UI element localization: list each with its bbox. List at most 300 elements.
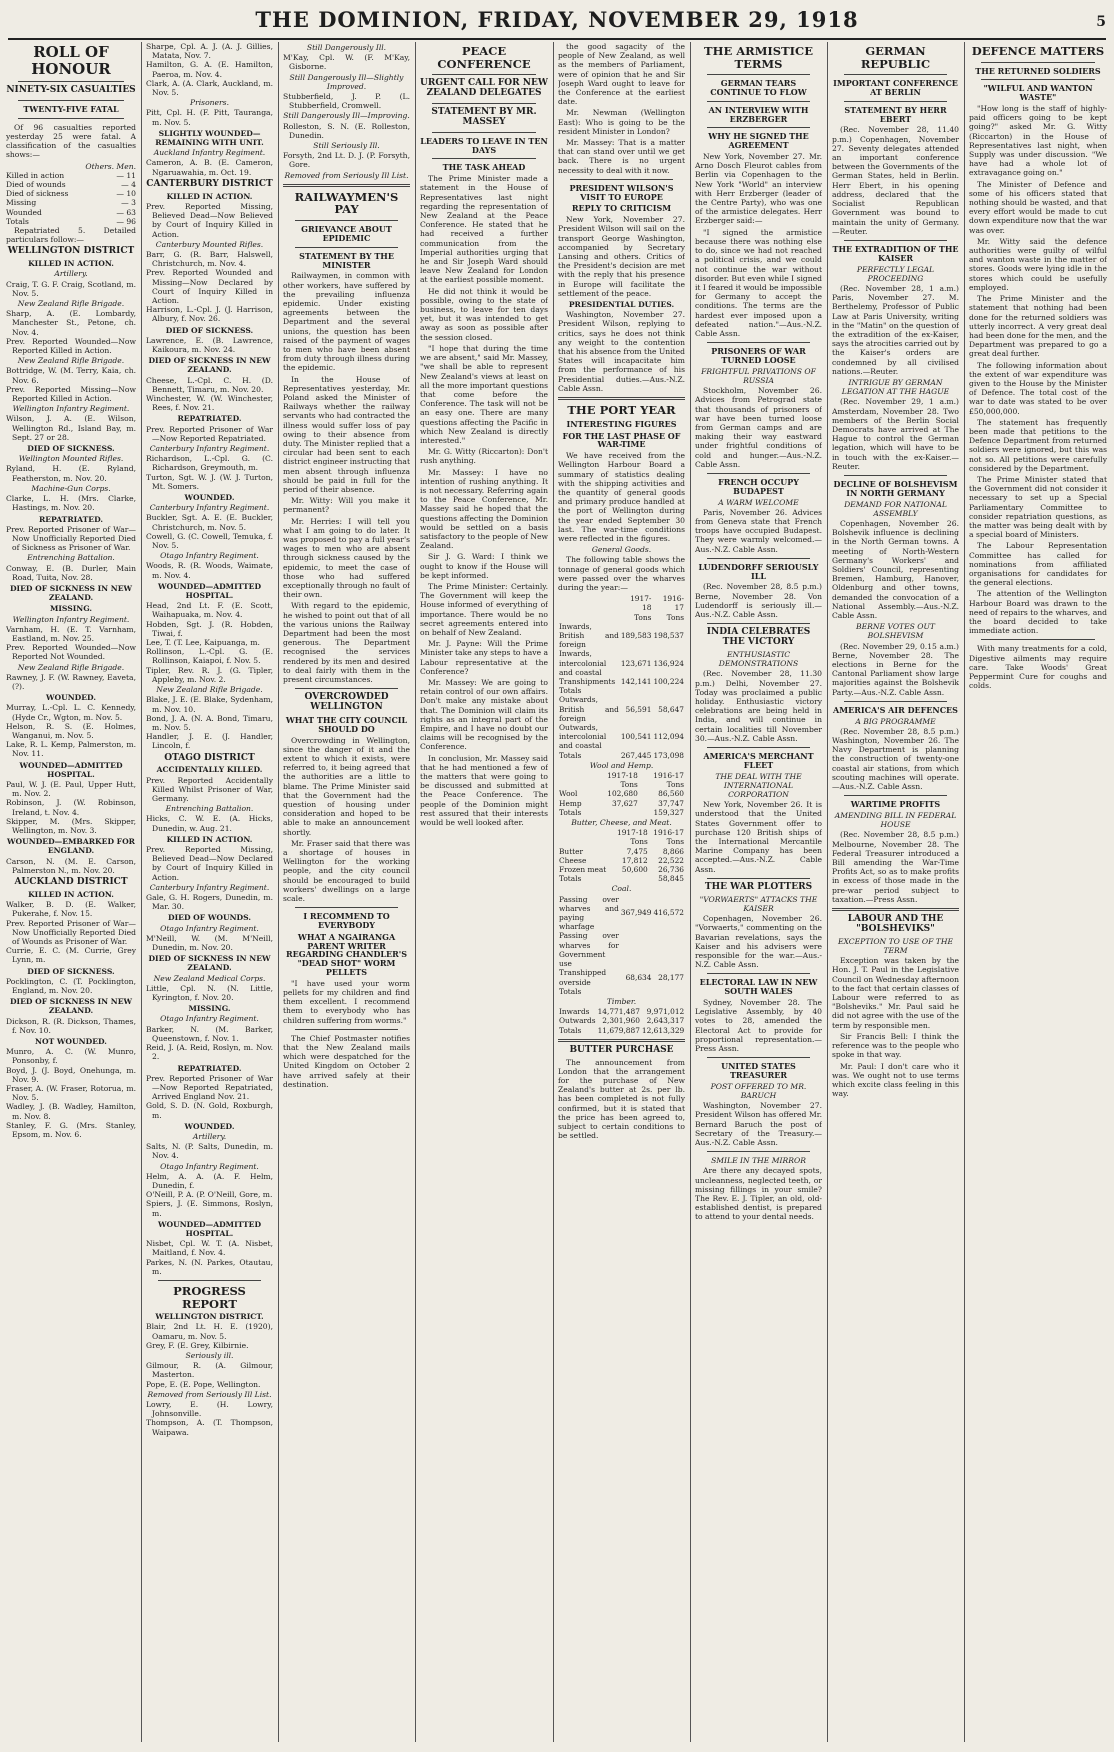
paragraph: The announcement from London that the arrangement for the purchase of New Zealand's butter at 2s. per lb. has been completed is not fully confirmed, but it is stated that the price has been agreed to, subject to certain conditions to be settled.	[558, 1057, 685, 1141]
casualty-entry: Gold, S. D. (N. Gold, Roxburgh, m.	[146, 1101, 273, 1120]
unit-heading: Still Seriously Ill.	[313, 141, 380, 151]
unit-heading: Otago Infantry Regiment.	[160, 551, 259, 561]
table-heading: Wool and Hemp.	[589, 760, 654, 770]
paragraph: Copenhagen, November 26. Bolshevik influence is declining in the North German towns. A meeting of North-Western Germany's Workers' and Soldiers' Council, representing Bremen, Hamburg, Hanover, Oldenburg and other towns, demanded the convocation of a National Assembly.—Aus.-N.Z. Cable Assn.	[832, 518, 959, 620]
paragraph: (Rec. November 28, 11.30 p.m.) Delhi, November 27. Today was proclaimed a public holiday. Enthusiastic victory celebrations are being held in India, and will continue in certain localities till November 30.—Aus.-N.Z. Cable Assn.	[695, 669, 822, 743]
casualty-entry: Hicks, C. W. E. (A. Hicks, Dunedin, w. Aug. 21.	[146, 814, 273, 833]
casualty-summary	[6, 171, 136, 226]
subheadline: A BIG PROGRAMME	[855, 716, 936, 726]
casualty-entry: Fraser, A. (W. Fraser, Rotorua, m. Nov. 5.	[6, 1083, 136, 1103]
casualty-entry: Woods, R. (R. Woods, Waimate, m. Nov. 4.	[146, 561, 273, 580]
paragraph: With regard to the epidemic, he wished to point out that of all the various unions the Railway Department had been the most generous. The Department recognised the services rendered by its men and desired to deal fairly with them in the present circumstances.	[283, 601, 410, 685]
casualty-entry: Paul, W. J. (E. Paul, Upper Hutt, m. Nov. 2.	[6, 779, 136, 799]
column-rule	[964, 42, 965, 1742]
casualty-entry: Skipper, M. (Mrs. Skipper, Wellington, m. Nov. 3.	[6, 816, 136, 835]
headline: UNITED STATES TREASURER	[721, 1061, 796, 1080]
casualty-entry: O'Neill, P. A. (P. O'Neill, Gore, m.	[146, 1190, 273, 1200]
section-heading: REPATRIATED.	[38, 514, 104, 524]
advert-headline: SMILE IN THE MIRROR	[711, 1156, 806, 1166]
section-heading: DIED OF WOUNDS.	[168, 913, 251, 923]
paragraph: The statement has frequently been made that petitions to the Defence Department from returned soldiers were ignored, but this was not so. All petitions were carefully considered by the Department.	[969, 417, 1107, 473]
subheadline: STATEMENT BY HERR EBERT	[844, 104, 947, 124]
table-row: Outwards, British and foreign 56,591 58,647	[559, 695, 684, 723]
table-row: Totals	[559, 686, 582, 696]
casualty-entry: Prev. Reported Missing, Believed Dead—Now Believed by Court of Inquiry Killed in Action.	[146, 201, 273, 239]
divider	[844, 101, 947, 102]
unit-heading: Seriously ill.	[185, 1351, 234, 1361]
headline: PRISONERS OF WAR TURNED LOOSE	[711, 346, 806, 365]
column-4-peace-conference	[420, 42, 548, 1742]
column-5-port-year	[558, 42, 685, 1742]
paragraph: Paris, November 26. Advices from Geneva state that French troops have occupied Budapest. They were warmly welcomed.—Aus.-N.Z. Cable Assn.	[695, 507, 822, 554]
subheadline: IMPORTANT CONFERENCE AT BERLIN	[833, 78, 958, 98]
table-heading: Timber.	[606, 996, 637, 1006]
casualty-entry: Nisbet, Cpl. W. T. (A. Nisbet, Maitland, f. Nov. 4.	[146, 1239, 273, 1258]
paragraph: The Labour Representation Committee has called for nominations from affiliated organisations for candidates for the general elections.	[969, 541, 1107, 588]
casualty-entry: Salts, N. (P. Salts, Dunedin, m. Nov. 4.	[146, 1142, 273, 1161]
casualty-entry: Conway, E. (B. Durler, Main Road, Tuita, Nov. 28.	[6, 563, 136, 582]
casualty-entry: Buckler, Sgt. A. E. (E. Buckler, Christchurch, m. Nov. 5.	[146, 513, 273, 532]
subheadline: THE TASK AHEAD	[442, 162, 526, 173]
divider	[18, 118, 124, 119]
divider	[432, 132, 536, 133]
section-heading: KILLED IN ACTION.	[166, 191, 253, 201]
section-heading: WOUNDED—ADMITTED HOSPITAL.	[157, 1219, 262, 1238]
headline: DEFENCE MATTERS	[971, 44, 1105, 58]
casualty-entry: Clarke, L. H. (Mrs. Clarke, Hastings, m. Nov. 20.	[6, 494, 136, 513]
divider	[295, 247, 398, 248]
subheadline: FRIGHTFUL PRIVATIONS OF RUSSIA	[701, 366, 816, 385]
divider	[295, 907, 398, 908]
table-row: Hemp 37,627 37,747	[559, 798, 684, 808]
paragraph: Overcrowding in Wellington, since the danger of it and the extent to which it exists, were referred to, it being agreed that the authorities are a little to blame. The Prime Minister said that the Government had the question of housing under consideration and hoped to be able to make an announcement shortly.	[283, 735, 410, 837]
casualty-entry: Pitt, Cpl. H. (F. Pitt, Tauranga, m. Nov. 5.	[146, 108, 273, 127]
divider	[570, 179, 673, 180]
divider	[432, 158, 536, 159]
headline: BUTTER PURCHASE	[569, 1044, 674, 1055]
section-heading: WOUNDED.	[45, 693, 97, 703]
unit-heading: Canterbury Mounted Rifles.	[155, 239, 264, 249]
column-rule	[278, 42, 279, 1742]
casualty-entry: Tipler, Rev. R. J. (G. Tipler, Appleby, m. Nov. 2.	[146, 665, 273, 684]
casualty-entry: Spiers, J. (E. Simmons, Roslyn, m.	[146, 1199, 273, 1218]
paragraph: In the House of Representatives yesterday, Mr. Poland asked the Minister of Railways whether the railway servants who had contracted the illness would suffer loss of pay owing to their absence from duty. The Minister replied that a circular had been sent to each district engineer instructing that men absent through influenza should be paid in full for the period of their absence.	[283, 374, 410, 494]
casualty-entry: Barr, G. (R. Barr, Halswell, Christchurch, m. Nov. 4.	[146, 249, 273, 269]
casualty-entry: Hobden, Sgt. J. (R. Hobden, Tiwai, f.	[146, 619, 273, 638]
divider	[707, 558, 810, 559]
column-3-railwaymens-pay	[283, 42, 410, 1742]
column-rule	[553, 42, 554, 1742]
section-heading: DIED OF SICKNESS IN NEW ZEALAND.	[148, 356, 271, 375]
column-8-defence-matters	[969, 42, 1107, 1742]
coal-table	[558, 895, 685, 996]
subheadline: "VORWAERTS" ATTACKS THE KAISER	[699, 894, 818, 913]
divider	[981, 79, 1095, 80]
casualty-entry: Ryland, H. (E. Ryland, Featherston, m. Nov. 20.	[6, 464, 136, 483]
section-heading: SLIGHTLY WOUNDED—REMAINING WITH UNIT.	[155, 128, 264, 148]
advert-subheadline: WHAT A NGAIRANGA PARENT WRITER REGARDING CHANDLER'S "DEAD SHOT" WORM PELLETS	[285, 931, 408, 978]
section-heading: WELLINGTON DISTRICT.	[155, 1312, 264, 1322]
divider	[707, 473, 810, 474]
paragraph: Mr. Massey: I have no intention of rushing anything. It is not necessary. Referring again to the Peace Conference, Mr. Massey said he hoped that the questions affecting the Dominion would be settled on a basis satisfactory to the people of New Zealand.	[420, 467, 548, 551]
casualty-entry: Pocklington, C. (T. Pocklington, England, m. Nov. 20.	[6, 976, 136, 995]
unit-heading: Removed from Seriously Ill List.	[284, 170, 409, 180]
casualty-entry: Lee, T. (T. Lee, Kaipuanga, m.	[146, 638, 260, 648]
headline: GERMAN REPUBLIC	[860, 44, 931, 71]
advert-text: "I have used your worm pellets for my children and find them excellent. I recommend them to everybody who has children suffering from worms."	[283, 978, 410, 1025]
summary-row: Died of sickness — 10	[6, 189, 136, 199]
paragraph: New York, November 27. President Wilson will sail on the transport George Washington, accompanied by Secretary Lansing and others. Critics of the President's decision are met with the reply that his presence in Europe will facilitate the settlement of the peace.	[558, 215, 685, 298]
casualty-entry: Thompson, A. (T. Thompson, Waipawa.	[146, 1418, 273, 1437]
table-unit-row: Tons Tons	[630, 837, 684, 847]
paragraph: Exception was taken by the Hon. J. T. Paul in the Legislative Council on Wednesday afternoon to the fact that certain classes of Labour were referred to as "Bolsheviks." Mr. Paul said he did not agree with the use of the term by responsible men.	[832, 956, 959, 1030]
table-row: Totals 58,845	[559, 874, 684, 884]
divider	[707, 74, 810, 75]
divider	[432, 74, 536, 75]
page-number: 5	[1096, 14, 1106, 30]
paragraph: "How long is the staff of highly-paid officers going to be kept going?" asked Mr. G. Witty (Riccarton) in the House of Representatives last night, when Supply was under discussion. "We have had a whole lot of extravagance going on."	[969, 104, 1107, 178]
divider	[707, 342, 810, 343]
column-rule	[141, 42, 142, 1742]
divider	[558, 397, 685, 400]
subheadline: DEMAND FOR NATIONAL ASSEMBLY	[844, 499, 947, 518]
subheadline: STATEMENT BY MR. MASSEY	[431, 107, 537, 127]
paragraph: Stockholm, November 26. Advices from Petrograd state that thousands of prisoners of war have been turned loose from German camps and are making their way eastward under frightful conditions of cold and hunger.—Aus.-N.Z. Cable Assn.	[695, 386, 822, 469]
general-goods-table	[558, 594, 685, 760]
paragraph: The Prime Minister: Certainly. The Government will keep the House informed of everything of importance. There would be no secret agreements entered into on behalf of New Zealand.	[420, 581, 548, 637]
casualty-entry: Prev. Reported Accidentally Killed Whilst Prisoner of War, Germany.	[146, 775, 273, 804]
masthead	[8, 4, 1106, 40]
subheadline: REPLY TO CRITICISM	[571, 203, 672, 214]
paragraph: Washington, November 27. President Wilson has offered Mr. Bernard Baruch the post of Secretary of the Treasury.—Aus.-N.Z. Cable Assn.	[695, 1101, 822, 1147]
section-heading: DIED OF SICKNESS.	[27, 966, 115, 976]
advert-headline: I RECOMMEND TO EVERYBODY	[303, 911, 390, 931]
casualty-entry: Prev. Reported Prisoner of War—Now Unofficially Reported Died of Sickness as Prisoner of War.	[6, 524, 136, 553]
unit-heading: Canterbury Infantry Regiment.	[149, 444, 270, 454]
paragraph: "I hope that during the time we are absent," said Mr. Massey, "we shall be able to represent New Zealand's views at least on all the more important questions that come before the Conference. The task will not be an easy one. There are many questions affecting the Pacific in which New Zealand is directly interested."	[420, 343, 548, 445]
newspaper-title: THE DOMINION, FRIDAY, NOVEMBER 29, 1918	[255, 7, 859, 32]
table-header-row: 1917-18 1916-17	[617, 828, 684, 838]
headline: PROGRESS REPORT	[173, 1283, 246, 1311]
section-heading: WOUNDED.	[184, 493, 235, 503]
paragraph: (Rec. November 29, 1 a.m.) Amsterdam, November 28. Two members of the Berlin Social Democrats have arrived at The Hague to control the German legation, which will have to be in touch with the ex-Kaiser.—Reuter.	[832, 397, 959, 471]
casualty-entry: Prev. Reported Wounded and Missing—Now Declared by Court of Inquiry Killed in Action.	[146, 268, 273, 305]
section-heading: ACCIDENTALLY KILLED.	[156, 765, 263, 775]
divider	[18, 100, 124, 101]
headline: INDIA CELEBRATES THE VICTORY	[706, 627, 811, 648]
table-row: Transhipped overside 68,634 28,177	[559, 968, 684, 987]
subheadline: PERFECTLY LEGAL PROCEEDING	[856, 264, 935, 283]
headline: FRENCH OCCUPY BUDAPEST	[718, 476, 799, 496]
paragraph: Mr. Herries: I will tell you what I am going to do later. It was proposed to pay a full year's wages to men who are absent through sickness caused by the epidemic, to meet the case of those who had suffered exceptionally through no fault of their own.	[283, 516, 410, 600]
table-row: Frozen meat 50,600 26,736	[559, 865, 684, 875]
unit-heading: Otago Infantry Regiment.	[160, 1014, 259, 1024]
column-rule	[415, 42, 416, 1742]
paragraph: Sir Francis Bell: I think the reference was to the people who spoke in that way.	[832, 1031, 959, 1060]
divider	[295, 220, 398, 221]
casualty-entry: Cheese, L.-Cpl. C. H. (D. Bennett, Timaru, m. Nov. 20.	[146, 375, 273, 394]
divider	[707, 127, 810, 128]
casualty-entry: Rolleston, S. N. (E. Rolleston, Dunedin.	[283, 121, 410, 140]
casualty-entry: Prev. Reported Missing, Believed Dead—Now Declared by Court of Inquiry Killed in Action.	[146, 845, 273, 882]
paragraph: The following information about the extent of war expenditure was given to the House by the Minister of Defence. The total cost of the war to date was stated to be over £50,000,000.	[969, 360, 1107, 416]
paragraph: New York, November 26. It is understood that the United States Government offer to purchase 120 British ships of the International Mercantile Marine Company has been accepted.—Aus.-N.Z. Cable Assn.	[695, 800, 822, 874]
casualty-entry: Lawrence, E. (B. Lawrence, Kaikoura, m. Nov. 24.	[146, 335, 273, 354]
wool-hemp-table	[558, 771, 685, 817]
casualty-entry: Grey, F. (E. Grey, Kilbirnie.	[146, 1340, 249, 1350]
district-heading: WELLINGTON DISTRICT	[7, 246, 135, 257]
subheadline: GERMAN TEARS CONTINUE TO FLOW	[710, 78, 807, 98]
casualty-entry: Rollinson, L.-Cpl. G. (E. Rollinson, Kaiapoi, f. Nov. 5.	[146, 647, 273, 666]
section-heading: WOUNDED—ADMITTED HOSPITAL.	[157, 581, 262, 601]
casualty-entry: Parkes, N. (N. Parkes, Otautau, m.	[146, 1257, 273, 1276]
unit-heading: Entrenching Battalion.	[165, 804, 254, 814]
column-2-casualty-lists	[146, 42, 273, 1742]
casualty-entry: Gale, G. H. Rogers, Dunedin, m. Mar. 30.	[146, 893, 273, 912]
divider	[707, 1151, 810, 1152]
subheadline: THE RETURNED SOLDIERS	[975, 65, 1101, 76]
table-row: Totals 159,327	[559, 807, 684, 817]
table-row: Passing over wharves for Government use	[559, 931, 619, 969]
casualty-entry: Head, 2nd Lt. F. (E. Scott, Waihapuaka, m. Nov. 4.	[146, 601, 273, 620]
unit-heading: New Zealand Rifle Brigade.	[17, 662, 125, 672]
paragraph: The Prime Minister and the statement that nothing had been done for the returned soldiers was utterly incorrect. A very great deal had been done for the men, and the Department was prepared to go a great deal further.	[969, 294, 1107, 359]
paragraph: The following table shows the tonnage of general goods which were passed over the wharves during the year:—	[558, 555, 685, 592]
summary-row: Died of wounds — 4	[6, 179, 136, 189]
unit-heading: Prisoners.	[190, 98, 229, 108]
paragraph: The Prime Minister made a statement in the House of Representatives last night regarding the representation of New Zealand at the Peace Conference. He stated that he had received a further communication from the Imperial authorities urging that he and Sir Joseph Ward should leave New Zealand for London at the earliest possible moment.	[420, 174, 548, 285]
casualty-entry: Blake, J. E. (E. Blake, Sydenham, m. Nov. 10.	[146, 695, 273, 714]
divider	[844, 74, 947, 75]
casualty-entry: M'Kay, Cpl. W. (F. M'Kay, Gisborne.	[283, 53, 410, 72]
headline: DECLINE OF BOLSHEVISM IN NORTH GERMANY	[833, 478, 958, 498]
casualty-entry: Handler, J. E. (J. Handler, Lincoln, f.	[146, 732, 273, 751]
paragraph: Mr. Witty said the defence authorities were guilty of wilful and wanton waste in the matter of stores. Goods were lying idle in the stores which could be usefully employed.	[969, 236, 1107, 292]
casualty-entry: Gilmour, R. (A. Gilmour, Masterton.	[146, 1361, 273, 1380]
casualty-entry: M'Neill, W. (M. M'Neill, Dunedin, m. Nov. 20.	[146, 933, 273, 953]
divider	[981, 62, 1095, 63]
divider	[283, 184, 410, 187]
casualty-entry: Wilson, J. A. (E. Wilson, Wellington Rd., Island Bay, m. Sept. 27 or 28.	[6, 414, 136, 442]
casualty-entry: Robinson, J. (W. Robinson, Ireland, t. Nov. 4.	[6, 798, 136, 817]
divider	[707, 623, 810, 624]
headline: THE PORT YEAR	[567, 403, 676, 418]
paragraph: Mr. J. Payne: Will the Prime Minister take any steps to have a Labour representative at the Conference?	[420, 639, 548, 676]
headline: RAILWAYMEN'S PAY	[294, 189, 399, 217]
table-row: Inwards, intercolonial and coastal 123,671 136,924	[559, 649, 684, 677]
casualty-entry: Clark, A. (A. Clark, Auckland, m. Nov. 5.	[146, 78, 273, 98]
paragraph: "I signed the armistice because there was nothing else to do, since we had not reached a political crisis, and we could not continue the war without disorder. But even while I signed it I feared it would be impossible for Germany to accept the conditions. The terms are the hardest ever imposed upon a defeated nation."—Aus.-N.Z. Cable Assn.	[695, 227, 822, 338]
section-heading: DIED OF SICKNESS.	[165, 325, 254, 335]
paragraph: Mr. Massey: That is a matter that can stand over until we get back. There is no urgent necessity to deal with it now.	[558, 138, 685, 175]
paragraph: Of 96 casualties reported yesterday 25 were fatal. A classification of the casualties shows:—	[6, 122, 136, 160]
unit-heading: Auckland Infantry Regiment.	[153, 148, 266, 158]
paragraph: Mr. Massey: We are going to retain control of our own affairs. Don't make any mistake about that. The Dominion will claim its rights as an integral part of the Empire, and I have no doubt our claims will be recognised by the Conference.	[420, 678, 548, 752]
casualty-entry: Helson, R. S. (E. Holmes, Wanganui, m. Nov. 5.	[6, 721, 136, 740]
paragraph: Sir J. G. Ward: I think we ought to know if the House will be kept informed.	[420, 552, 548, 580]
casualty-entry: Currie, E. C. (M. Currie, Grey Lynn, m.	[6, 946, 136, 965]
column-rule	[690, 42, 691, 1742]
paragraph: (Rec. November 28, 11.40 p.m.) Copenhagen, November 27. Seventy delegates attended an important conference between the Governments of the German States, held in Berlin. Herr Ebert, in his opening address, declared that the Socialist Republican Government was bound to maintain the unity of Germany.—Reuter.	[832, 125, 959, 236]
casualty-entry: Stanley, F. G. (Mrs. Stanley, Epsom, m. Nov. 6.	[6, 1120, 136, 1139]
unit-heading: Still Dangerously Ill—Slightly Improved.	[289, 72, 404, 91]
section-heading: DIED OF SICKNESS.	[27, 444, 115, 454]
table-header-row: 1917-18 1916-17	[630, 594, 684, 613]
section-heading: KILLED IN ACTION.	[28, 889, 114, 899]
summary-header: Others. Men.	[85, 161, 136, 171]
divider	[432, 103, 536, 104]
subheadline: STATEMENT BY THE MINISTER	[299, 250, 394, 270]
headline: ELECTORAL LAW IN NEW SOUTH WALES	[699, 977, 818, 997]
section-heading: MISSING.	[188, 1004, 231, 1014]
divider	[844, 475, 947, 476]
table-heading: Coal.	[611, 884, 632, 894]
paragraph: Mr. G. Witty (Riccarton): Don't rush anything.	[420, 447, 548, 466]
subheadline: FOR THE LAST PHASE OF WAR-TIME	[562, 430, 681, 450]
headline: PRESIDENT WILSON'S VISIT TO EUROPE	[569, 182, 674, 202]
paragraph: (Rec. November 28, 8.5 p.m.) Washington, November 26. The Navy Department is planning the construction of twenty-one coastal air stations, from which scouting machines will operate.—Aus.-N.Z. Cable Assn.	[832, 726, 959, 792]
paragraph: Mr. Newman (Wellington East): Who is going to be the resident Minister in London?	[558, 108, 685, 136]
subheadline: TWENTY-FIVE FATAL	[23, 103, 119, 114]
casualty-entry: Walker, B. D. (E. Walker, Pukerahe, f. Nov. 15.	[6, 900, 136, 919]
section-heading: REPATRIATED.	[177, 1063, 242, 1073]
table-row: Totals	[559, 986, 582, 996]
unit-heading: Canterbury Infantry Regiment.	[149, 503, 270, 513]
casualty-entry: Harrison, L.-Cpl. J. (J. Harrison, Albury, f. Nov. 26.	[146, 305, 273, 324]
column-rule	[827, 42, 828, 1742]
table-row: Inwards 14,771,487 9,971,012	[559, 1007, 685, 1017]
section-heading: WOUNDED—ADMITTED HOSPITAL.	[19, 760, 123, 779]
casualty-entry: Stubberfield, J. P. (L. Stubberfield, Cromwell.	[283, 92, 410, 111]
section-heading: WOUNDED—EMBARKED FOR ENGLAND.	[6, 837, 135, 856]
headline: THE ARMISTICE TERMS	[704, 44, 813, 71]
paragraph: Copenhagen, November 26. "Vorwaerts," commenting on the Bavarian revelations, says the Kaiser and his advisers were responsible for the war.—Aus.-N.Z. Cable Assn.	[695, 914, 822, 970]
unit-heading: Artillery.	[192, 1131, 227, 1141]
paragraph: Sydney, November 28. The Legislative Assembly, by 40 votes to 28, amended the Electoral Act to provide for proportional representation.—Press Assn.	[695, 997, 822, 1053]
table-unit-row: Tons Tons	[634, 612, 684, 622]
paragraph: Mr. Fraser said that there was a shortage of houses in Wellington for the working people, and the city council should be encouraged to build workers' dwellings on a large scale.	[283, 838, 410, 904]
column-7-german-republic	[832, 42, 959, 1742]
table-row: Transhipments 142,141 100,224	[559, 677, 684, 686]
table-row: Outwards, intercolonial and coastal 100,541 112,094	[559, 723, 684, 751]
casualty-entry: Dickson, R. (R. Dickson, Thames, f. Nov. 10.	[6, 1016, 136, 1035]
summary-row: Killed in action — 11	[6, 170, 136, 180]
paragraph: The Minister of Defence and some of his officers stated that nothing should be wasted, and that every effort would be made to cut down expenditure now that the war was over.	[969, 179, 1107, 235]
divider	[981, 639, 1095, 640]
paragraph: New York, November 27. Mr. Arno Dosch Fleurot cables from Berlin via Copenhagen to the New York "World" an interview with Herr Erzberger (leader of the Centre Party), who was one of the armistice delegates. Herr Erzberger said:—	[695, 152, 822, 226]
divider	[844, 701, 947, 702]
headline: OVERCROWDED WELLINGTON	[304, 692, 389, 713]
casualty-entry: Lowry, E. (H. Lowry, Johnsonville.	[146, 1400, 273, 1419]
casualty-entry: Prev. Reported Wounded—Now Reported Not Wounded.	[6, 643, 136, 662]
divider	[707, 973, 810, 974]
casualty-entry: Pope, E. (E. Pope, Wellington.	[146, 1379, 261, 1389]
unit-heading: New Zealand Rifle Brigade.	[156, 685, 263, 695]
casualty-entry: Lake, R. L. Kemp, Palmerston, m. Nov. 11.	[6, 740, 136, 759]
table-row: Outwards 2,301,960 2,643,317	[559, 1016, 685, 1026]
table-heading: Butter, Cheese, and Meat.	[571, 818, 672, 828]
divider	[707, 1057, 810, 1058]
headline: AMERICA'S MERCHANT FLEET	[703, 750, 814, 770]
paragraph: (Rec. November 29, 0.15 a.m.) Berne, November 28. The elections in Berne for the Cantonal Parliament show large majorities against the Bolshevik Party.—Aus.-N.Z. Cable Assn.	[832, 641, 959, 697]
table-row: Totals 267,445 173,098	[559, 750, 684, 760]
casualty-entry: Helm, A. A. (A. F. Helm, Dunedin, f.	[146, 1171, 273, 1190]
section-heading: NOT WOUNDED.	[35, 1036, 107, 1046]
section-heading: WOUNDED.	[184, 1121, 235, 1131]
casualty-entry: Rawney, J. F. (W. Rawney, Eaveta, (?).	[6, 672, 136, 691]
unit-heading: Otago Infantry Regiment.	[160, 1161, 259, 1171]
subheadline: EXCEPTION TO USE OF THE TERM	[837, 936, 954, 956]
divider	[558, 1039, 685, 1042]
subheadline: NINETY-SIX CASUALTIES	[6, 85, 136, 95]
paragraph: In conclusion, Mr. Massey said that he had mentioned a few of the matters that were going to be discussed and submitted at the Peace Conference. The people of the Dominion might rest assured that their interests would be well looked after.	[420, 753, 548, 828]
casualty-entry: Prev. Reported Prisoner of War—Now Unofficially Reported Died of Wounds as Prisoner of War.	[6, 918, 136, 946]
casualty-entry: Winchester, W. (W. Winchester, Rees, f. Nov. 21.	[146, 394, 273, 413]
headline: AMERICA'S AIR DEFENCES	[833, 704, 958, 715]
unit-heading: Still Dangerously Ill—Improving.	[283, 111, 410, 121]
subheadline: AN INTERVIEW WITH ERZBERGER	[708, 104, 809, 124]
subheadline: WHY HE SIGNED THE AGREEMENT	[708, 131, 809, 151]
advert-text: With many treatments for a cold, Digestive ailments may require care. Take Woods' Great Peppermint Cure for coughs and colds.	[969, 644, 1107, 691]
casualty-entry: Bottridge, W. (M. Terry, Kaia, ch. Nov. 6.	[6, 366, 136, 385]
section-heading: KILLED IN ACTION.	[166, 834, 253, 844]
unit-heading: Removed from Seriously Ill List.	[147, 1389, 272, 1399]
headline: ROLL OF HONOUR	[31, 43, 111, 78]
table-unit-row: Tons Tons	[620, 780, 684, 790]
section-heading: MISSING.	[49, 604, 93, 614]
headline: WARTIME PROFITS	[850, 799, 941, 810]
divider	[295, 1029, 398, 1030]
section-heading: DIED OF SICKNESS IN NEW ZEALAND.	[9, 583, 133, 603]
casualty-entry: Richardson, L.-Cpl. G. (C. Richardson, Greymouth, m.	[146, 454, 273, 473]
summary-row: Wounded — 63	[6, 207, 136, 217]
summary-row: Missing — 3	[6, 198, 136, 208]
paragraph: Repatriated 5. Detailed particulars follow:—	[6, 225, 136, 245]
paragraph: He did not think it would be possible, owing to the state of business, to leave for ten days yet, but it was intended to get away as soon as possible after the session closed.	[420, 286, 548, 342]
paragraph: Washington, November 27. President Wilson, replying to critics, says he does not think any weight to the contention that his absence from the United States will incapacitate him from the performance of his Presidential duties.—Aus.-N.Z. Cable Assn.	[558, 310, 685, 393]
subheadline: GRIEVANCE ABOUT EPIDEMIC	[301, 224, 392, 243]
subheadline: LEADERS TO LEAVE IN TEN DAYS	[420, 135, 548, 155]
table-heading: General Goods.	[591, 545, 652, 555]
table-row: Inwards, British and foreign 189,583 198,537	[559, 621, 684, 650]
table-header-row: 1917-18 1916-17	[607, 771, 684, 781]
headline: LUDENDORFF SERIOUSLY ILL	[698, 561, 819, 581]
subheadline: INTERESTING FIGURES	[566, 418, 677, 429]
headline: THE WAR PLOTTERS	[704, 881, 813, 892]
subheadline: THE DEAL WITH THE INTERNATIONAL CORPORATION	[715, 771, 802, 799]
casualty-entry: Murray, L.-Cpl. L. C. Kennedy, (Hyde Cr., Wgton, m. Nov. 5.	[6, 703, 136, 722]
section-heading: DIED OF SICKNESS IN NEW ZEALAND.	[148, 954, 271, 973]
paragraph: The Chief Postmaster notifies that the New Zealand mails which were despatched for the United Kingdom on October 2 have arrived safely at their destination.	[283, 1033, 410, 1089]
section-heading: DIED OF SICKNESS IN NEW ZEALAND.	[9, 997, 133, 1016]
casualty-entry: Carson, N. (M. E. Carson, Palmerston N., m. Nov. 20.	[6, 856, 136, 875]
table-row: Wool 102,680 86,560	[559, 789, 684, 799]
divider	[158, 1280, 261, 1281]
casualty-entry: Bond, J. A. (N. A. Bond, Timaru, m. Nov. 5.	[146, 713, 273, 732]
district-heading: OTAGO DISTRICT	[164, 752, 255, 763]
unit-heading: Wellington Mounted Rifles.	[18, 454, 124, 464]
casualty-entry: Cowell, G. (C. Cowell, Temuka, f. Nov. 5.	[146, 531, 273, 551]
table-row: Cheese 17,812 22,522	[559, 855, 684, 865]
paragraph: (Rec. November 28, 1 a.m.) Paris, November 27. M. Berthelemy, Professor of Public Law at Paris University, writing in the "Matin" on the question of the extradition of the ex-Kaiser, says the atrocities carried out by the Kaiser's orders are condemned by all civilised nations.—Reuter.	[832, 283, 959, 376]
unit-heading: Still Dangerously Ill.	[306, 43, 387, 52]
paragraph: The Prime Minister stated that the Government did not consider it necessary to set up a Special Parliamentary Committee to consider repatriation questions, as the matter was being dealt with by a special board of Ministers.	[969, 474, 1107, 540]
casualty-entry: Boyd, J. (J. Boyd, Onehunga, m. Nov. 9.	[6, 1065, 136, 1084]
unit-heading: Wellington Infantry Regiment.	[12, 614, 130, 624]
casualty-entry: Little, Cpl. N. (N. Little, Kyrington, f. Nov. 20.	[146, 983, 273, 1003]
subheadline: A WARM WELCOME	[718, 497, 799, 507]
unit-heading: Artillery.	[54, 269, 88, 279]
